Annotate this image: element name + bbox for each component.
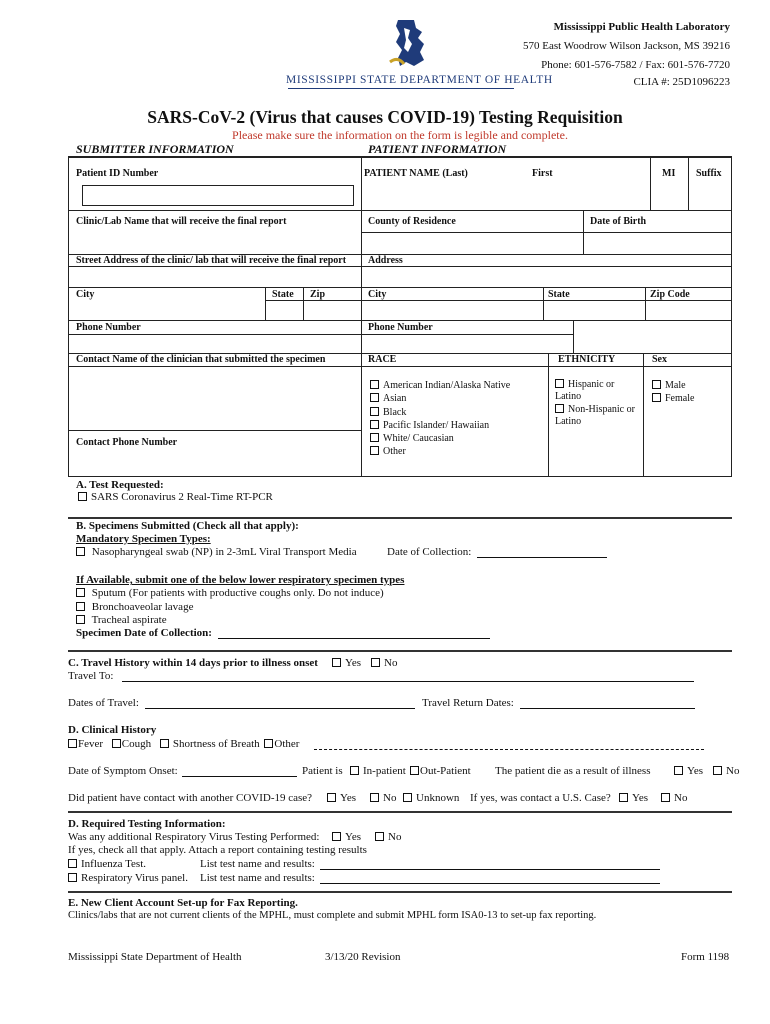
contact-name-label: Contact Name of the clinician that submitted the specimen [76, 354, 326, 365]
checkbox[interactable] [68, 859, 77, 868]
checkbox[interactable] [403, 793, 412, 802]
section-e-text: Clinics/labs that are not current clients of the MPHL, must complete and submit MPHL form ISA0-13 to set-up fax reporting. [68, 910, 597, 921]
return-dates-label: Travel Return Dates: [422, 697, 514, 709]
travel-to-input[interactable] [122, 681, 694, 682]
checkbox[interactable] [370, 446, 379, 455]
checkbox[interactable] [370, 407, 379, 416]
checkbox[interactable] [332, 658, 341, 667]
checkbox[interactable] [661, 793, 670, 802]
additional-no[interactable]: No [375, 831, 401, 843]
us-case-no[interactable]: No [661, 792, 687, 804]
np-swab-option[interactable]: Nasopharyngeal swab (NP) in 2-3mL Viral Transport Media [76, 546, 357, 558]
submitter-city-label: City [76, 289, 95, 300]
sex-label: Sex [652, 354, 667, 365]
section-c-title: C. Travel History within 14 days prior to illness onset [68, 657, 318, 669]
date-collection-label: Date of Collection: [387, 546, 472, 558]
inpatient-option[interactable]: In-patient [350, 765, 406, 777]
checkbox[interactable] [112, 739, 121, 748]
specimen-date-input[interactable] [218, 638, 490, 639]
additional-testing-label: Was any additional Respiratory Virus Testing Performed: [68, 831, 320, 843]
race-option[interactable]: American Indian/Alaska Native [370, 379, 510, 392]
submitter-state-label: State [272, 289, 294, 300]
checkbox[interactable] [264, 739, 273, 748]
required-testing-title: D. Required Testing Information: [68, 818, 226, 830]
patient-heading: PATIENT INFORMATION [368, 142, 507, 156]
checkbox[interactable] [652, 380, 661, 389]
clinic-name-label: Clinic/Lab Name that will receive the final report [76, 216, 287, 227]
patient-zip-label: Zip Code [650, 289, 690, 300]
patient-id-input[interactable] [82, 185, 354, 206]
submitter-phone-label: Phone Number [76, 322, 141, 333]
contact-no[interactable]: No [370, 792, 396, 804]
contact-phone-label: Contact Phone Number [76, 437, 178, 448]
checkbox[interactable] [68, 873, 77, 882]
mandatory-heading: Mandatory Specimen Types: [76, 533, 211, 545]
if-yes-instructions: If yes, check all that apply. Attach a report containing testing results [68, 844, 367, 856]
if-available-heading: If Available, submit one of the below lower respiratory specimen types [76, 574, 405, 586]
symptom-onset-label: Date of Symptom Onset: [68, 765, 178, 777]
checkbox[interactable] [370, 793, 379, 802]
lab-address: 570 East Woodrow Wilson Jackson, MS 39216 [523, 40, 730, 52]
patient-is-label: Patient is [302, 765, 343, 777]
section-b-title: B. Specimens Submitted (Check all that apply): [76, 520, 299, 532]
ethnicity-options [555, 379, 635, 428]
patient-phone-label: Phone Number [368, 322, 433, 333]
contact-unknown[interactable]: Unknown [403, 792, 459, 804]
other-symptom-input[interactable] [314, 749, 704, 750]
outpatient-option[interactable]: Out-Patient [410, 765, 471, 777]
checkbox[interactable] [76, 547, 85, 556]
checkbox[interactable] [410, 766, 419, 775]
checkbox[interactable] [68, 739, 77, 748]
contact-covid-label: Did patient have contact with another COVID-19 case? [68, 792, 313, 804]
msdh-logo [286, 18, 553, 92]
resp-panel-results-input[interactable] [320, 883, 660, 884]
travel-no[interactable]: No [371, 657, 397, 669]
dob-label: Date of Birth [590, 216, 647, 227]
checkbox[interactable] [332, 832, 341, 841]
ethnicity-hispanic-line2: Latino [555, 391, 582, 403]
section-a-title: A. Test Requested: [76, 479, 164, 491]
additional-yes[interactable]: Yes [332, 831, 361, 843]
symptom-onset-input[interactable] [182, 776, 297, 777]
ethnicity-non-hispanic-line2: Latino [555, 415, 582, 427]
footer-revision: 3/13/20 Revision [325, 951, 401, 963]
patient-last-name-label: PATIENT NAME (Last) [364, 168, 468, 179]
specimen-date-label: Specimen Date of Collection: [76, 627, 212, 639]
county-label: County of Residence [368, 216, 456, 227]
submitter-zip-label: Zip [310, 289, 326, 300]
influenza-results-input[interactable] [320, 869, 660, 870]
sputum-option[interactable]: Sputum (For patients with productive coughs only. Do not induce) [76, 587, 384, 601]
checkbox[interactable] [76, 615, 85, 624]
checkbox[interactable] [555, 404, 564, 413]
race-option[interactable]: Pacific Islander/ Hawaiian [370, 419, 510, 432]
checkbox[interactable] [370, 393, 379, 402]
dates-travel-label: Dates of Travel: [68, 697, 139, 709]
checkbox[interactable] [76, 602, 85, 611]
footer-form-number: Form 1198 [681, 951, 730, 963]
patient-address-label: Address [368, 255, 403, 266]
section-d-title: D. Clinical History [68, 724, 157, 736]
race-option[interactable]: Asian [370, 392, 510, 405]
checkbox[interactable] [652, 393, 661, 402]
race-option[interactable]: Other [370, 445, 510, 458]
influenza-list-label: List test name and results: [200, 858, 315, 870]
other-option[interactable]: Other [264, 738, 299, 750]
lower-resp-options [76, 587, 384, 628]
footer-dept: Mississippi State Department of Health [68, 951, 242, 963]
patient-suffix-label: Suffix [696, 168, 722, 179]
fever-option[interactable]: Fever [68, 738, 103, 750]
checkbox[interactable] [370, 380, 379, 389]
patient-state-label: State [548, 289, 570, 300]
ethnicity-label: ETHNICITY [558, 354, 616, 365]
checkbox[interactable] [674, 766, 683, 775]
checkbox[interactable] [370, 433, 379, 442]
patient-mi-label: MI [662, 168, 676, 179]
died-label: The patient die as a result of illness [495, 765, 651, 777]
section-e-title: E. New Client Account Set-up for Fax Reporting. [68, 897, 298, 909]
resp-panel-list-label: List test name and results: [200, 872, 315, 884]
race-option[interactable]: White/ Caucasian [370, 432, 510, 445]
us-case-label: If yes, was contact a U.S. Case? [470, 792, 611, 804]
submitter-heading: SUBMITTER INFORMATION [76, 142, 234, 156]
bronchoalveolar-option[interactable]: Bronchoaveolar lavage [76, 601, 384, 615]
sex-options [652, 379, 694, 406]
died-yes[interactable]: Yes [674, 765, 703, 777]
sex-female[interactable]: Female [652, 392, 694, 405]
died-no[interactable]: No [713, 765, 739, 777]
return-dates-input[interactable] [520, 708, 695, 709]
influenza-option[interactable]: Influenza Test. [68, 858, 146, 870]
contact-yes[interactable]: Yes [327, 792, 356, 804]
travel-yes[interactable]: Yes [332, 657, 361, 669]
checkbox[interactable] [713, 766, 722, 775]
tracheal-option[interactable]: Tracheal aspirate [76, 614, 384, 628]
checkbox[interactable] [375, 832, 384, 841]
checkbox[interactable] [370, 420, 379, 429]
date-collection-input[interactable] [477, 557, 607, 558]
checkbox[interactable] [371, 658, 380, 667]
travel-to-label: Travel To: [68, 670, 114, 682]
ethnicity-hispanic[interactable]: Hispanic or [555, 379, 635, 391]
state-silhouette-icon [384, 18, 434, 70]
ethnicity-non-hispanic[interactable]: Non-Hispanic or [555, 404, 635, 416]
cough-option[interactable]: Cough [112, 738, 151, 750]
test-sars-option[interactable]: SARS Coronavirus 2 Real-Time RT-PCR [78, 491, 273, 503]
lab-phone-fax: Phone: 601-576-7582 / Fax: 601-576-7720 [541, 59, 730, 71]
symptoms-row [68, 738, 299, 750]
patient-first-label: First [532, 168, 553, 179]
checkbox[interactable] [350, 766, 359, 775]
race-options [370, 379, 510, 459]
logo-text: MISSISSIPPI STATE DEPARTMENT OF HEALTH [286, 74, 553, 86]
sex-male[interactable]: Male [652, 379, 694, 392]
checkbox[interactable] [327, 793, 336, 802]
checkbox[interactable] [160, 739, 169, 748]
lab-clia: CLIA #: 25D1096223 [633, 76, 730, 88]
page-title: SARS-CoV-2 (Virus that causes COVID-19) Testing Requisition [147, 107, 623, 127]
checkbox[interactable] [78, 492, 87, 501]
checkbox[interactable] [619, 793, 628, 802]
race-label: RACE [368, 354, 397, 365]
patient-city-label: City [368, 289, 387, 300]
form-subtitle: Please make sure the information on the form is legible and complete. [232, 128, 568, 142]
us-case-yes[interactable]: Yes [619, 792, 648, 804]
lab-name: Mississippi Public Health Laboratory [553, 21, 730, 33]
patient-id-label: Patient ID Number [76, 168, 159, 179]
checkbox[interactable] [555, 379, 564, 388]
race-option[interactable]: Black [370, 406, 510, 419]
dates-travel-input[interactable] [145, 708, 415, 709]
sob-option[interactable]: Shortness of Breath [160, 738, 260, 750]
street-address-label: Street Address of the clinic/ lab that will receive the final report [76, 255, 347, 266]
checkbox[interactable] [76, 588, 85, 597]
resp-panel-option[interactable]: Respiratory Virus panel. [68, 872, 188, 884]
